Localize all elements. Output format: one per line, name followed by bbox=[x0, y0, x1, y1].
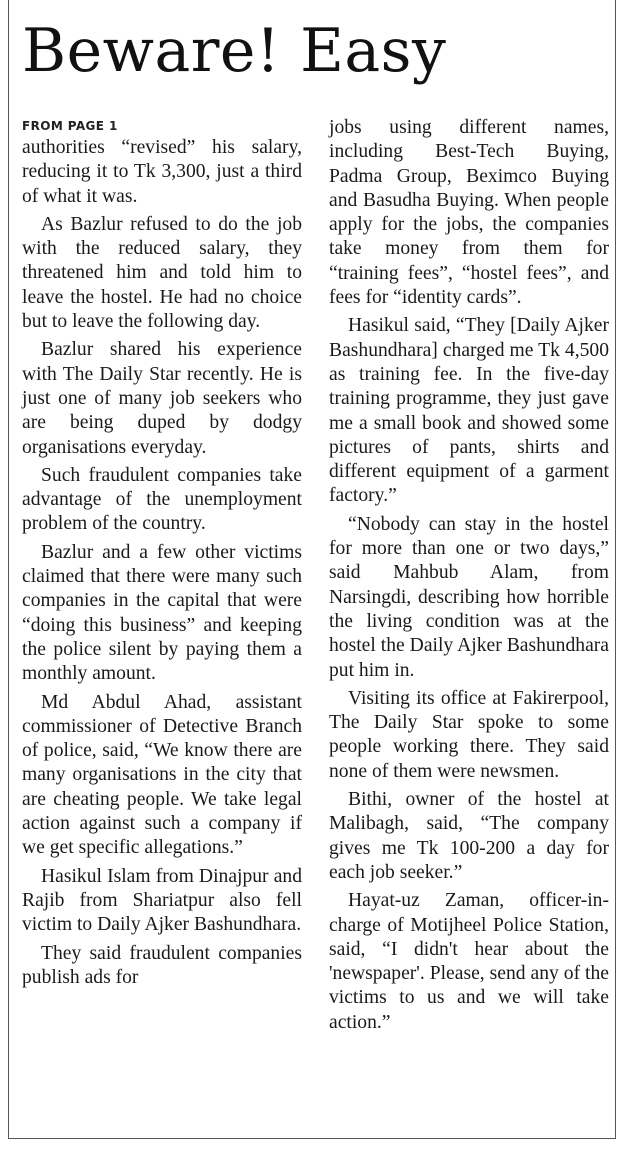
continuation-kicker: FROM PAGE 1 bbox=[22, 119, 118, 133]
paragraph: authorities “revised” his salary, reducing it to Tk 3,300, just a third of what it was. bbox=[22, 137, 302, 207]
paragraph: They said fraudulent companies publish ads for bbox=[22, 942, 302, 988]
paragraph: Hasikul said, “They [Daily Ajker Bashundhara] charged me Tk 4,500 as training fee. In the five-day training programme, they just gave me a small book and showed some pictures of pants, shirts and different equipment of a garment factory.” bbox=[329, 315, 609, 507]
paragraph: Visiting its office at Fakirerpool, The Daily Star spoke to some people working there. They said none of them were newsmen. bbox=[329, 687, 609, 782]
paragraph: Bithi, owner of the hostel at Malibagh, said, “The company gives me Tk 100-200 a day for each job seeker.” bbox=[329, 789, 609, 883]
paragraph: Bazlur shared his experience with The Daily Star recently. He is just one of many job seekers who are being duped by dodgy organisations everyday. bbox=[22, 339, 302, 458]
paragraph: Md Abdul Ahad, assistant commissioner of Detective Branch of police, said, “We know there are many organisations in the city that are cheating people. We take legal action against such a company if we get specific allegations.” bbox=[22, 691, 302, 859]
article-column-right bbox=[329, 116, 609, 1035]
article-column-left bbox=[22, 116, 302, 990]
paragraph: Such fraudulent companies take advantage of the unemployment problem of the country. bbox=[22, 464, 302, 535]
paragraph: Hayat-uz Zaman, officer-in-charge of Motijheel Police Station, said, “I didn't hear about the 'newspaper'. Please, send any of the victims to us and we will take action.” bbox=[329, 890, 609, 1033]
paragraph: Bazlur and a few other victims claimed that there were many such companies in the capital that were “doing this business” and keeping the police silent by paying them a monthly amount. bbox=[22, 541, 302, 685]
paragraph: As Bazlur refused to do the job with the reduced salary, they threatened him and told him to leave the hostel. He had no choice but to leave the following day. bbox=[22, 213, 302, 333]
bottom-rule bbox=[8, 1138, 616, 1139]
headline: Beware! Easy bbox=[22, 16, 447, 86]
paragraph: jobs using different names, including Best-Tech Buying, Padma Group, Beximco Buying and Basudha Buying. When people apply for the jobs, the companies take money from them for “training fees”, “hostel fees”, and fees for “identity cards”. bbox=[329, 117, 609, 309]
paragraph: Hasikul Islam from Dinajpur and Rajib from Shariatpur also fell victim to Daily Ajker Bashundhara. bbox=[22, 865, 302, 936]
paragraph: “Nobody can stay in the hostel for more than one or two days,” said Mahbub Alam, from Narsingdi, describing how horrible the living condition was at the hostel the Daily Ajker Bashundhara put him in. bbox=[329, 513, 609, 681]
right-column-rule bbox=[615, 0, 616, 1138]
left-column-rule bbox=[8, 0, 9, 1138]
